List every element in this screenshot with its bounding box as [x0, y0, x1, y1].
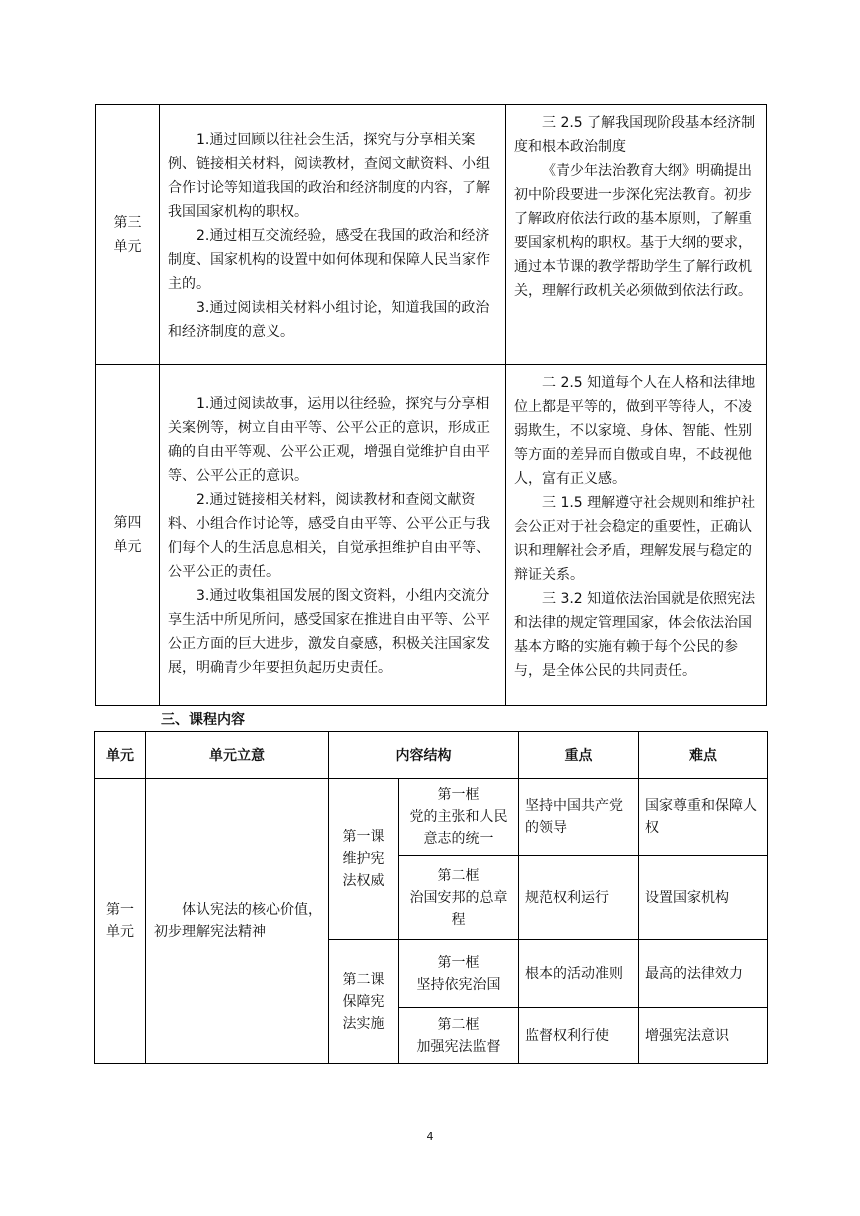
unit-label-line: 单元 [113, 238, 142, 255]
frame-cell [399, 1008, 519, 1064]
goals-cell [160, 105, 506, 365]
unit-goals-table [95, 104, 767, 706]
frame-cell [399, 856, 519, 940]
standards-cell [506, 105, 767, 365]
goal-paragraph: 3.通过阅读相关材料小组讨论，知道我国的政治和经济制度的意义。 [168, 299, 490, 340]
unit-label-line: 第四 [113, 515, 142, 531]
frame-line: 程 [451, 911, 466, 928]
standard-paragraph: 三 3.2 知道依法治国就是依照宪法和法律的规定管理国家，体会依法治国基本方略的实施有赖于每个公民的参与，是全体公民的共同责任。 [514, 591, 756, 679]
section-heading: 三、课程内容 [161, 712, 245, 728]
header-key-point: 重点 [519, 732, 639, 779]
difficulty-cell: 设置国家机构 [639, 856, 768, 940]
lesson-line: 法权威 [342, 873, 385, 889]
frame-line: 意志的统一 [423, 831, 494, 847]
key-point-cell: 根本的活动准则 [519, 940, 639, 1008]
frame-line: 坚持依宪治国 [416, 976, 501, 993]
goal-paragraph: 1.通过回顾以往社会生活，探究与分享相关案例、链接相关材料，阅读教材，查阅文献资料、小组合作讨论等知道我国的政治和经济制度的内容，了解我国国家机构的职权。 [168, 131, 490, 220]
lesson-line: 第二课 [342, 971, 385, 988]
goals-cell [160, 365, 506, 706]
lesson-cell [329, 779, 399, 940]
unit-label-line: 单元 [106, 924, 134, 940]
difficulty-cell: 增强宪法意识 [639, 1008, 768, 1064]
goal-paragraph: 2.通过链接相关材料，阅读教材和查阅文献资料、小组合作讨论等，感受自由平等、公平公正与我们每个人的生活息息相关，自觉承担维护自由平等、公平公正的责任。 [168, 492, 490, 580]
difficulty-cell: 最高的法律效力 [639, 940, 768, 1008]
standards-cell [506, 365, 767, 706]
standard-paragraph: 三 1.5 理解遵守社会规则和维护社会公正对于社会稳定的重要性，正确认识和理解社会矛盾，理解发展与稳定的辩证关系。 [514, 495, 756, 583]
difficulty-cell: 国家尊重和保障人权 [639, 779, 768, 856]
course-content-table [94, 731, 768, 1064]
key-point-cell: 监督权利行使 [519, 1008, 639, 1064]
standard-paragraph: 《青少年法治教育大纲》明确提出初中阶段要进一步深化宪法教育。初步了解政府依法行政的基本原则，了解重要国家机构的职权。基于大纲的要求，通过本节课的教学帮助学生了解行政机关，理解行政机关必须做到依法行政。 [514, 163, 752, 299]
lesson-cell [329, 940, 399, 1064]
frame-line: 加强宪法监督 [416, 1038, 501, 1055]
frame-cell [399, 779, 519, 856]
header-unit: 单元 [95, 732, 146, 779]
goal-paragraph: 3.通过收集祖国发展的图文资料，小组内交流分享生活中所见所问，感受国家在推进自由平等、公平公正方面的巨大进步，激发自豪感，积极关注国家发展，明确青少年要担负起历史责任。 [168, 588, 490, 676]
standard-paragraph: 二 2.5 知道每个人在人格和法律地位上都是平等的，做到平等待人，不凌弱欺生，不以家境、身体、智能、性别等方面的差异而自傲或自卑，不歧视他人，富有正义感。 [514, 375, 756, 487]
frame-line: 第一框 [437, 954, 480, 971]
unit-cell [96, 365, 160, 706]
unit-cell [95, 779, 146, 1064]
table-header-row [95, 732, 768, 779]
frame-line: 治国安邦的总章 [409, 889, 508, 906]
frame-line: 第二框 [437, 867, 480, 884]
lesson-line: 保障宪 [342, 993, 385, 1010]
frame-line: 党的主张和人民 [409, 809, 508, 825]
page-number: 4 [426, 1130, 434, 1143]
frame-cell [399, 940, 519, 1008]
unit-intent-cell: 体认宪法的核心价值，初步理解宪法精神 [146, 779, 329, 1064]
key-point-cell: 规范权利运行 [519, 856, 639, 940]
unit-label-line: 第一 [106, 902, 134, 918]
standard-paragraph: 三 2.5 了解我国现阶段基本经济制度和根本政治制度 [514, 115, 756, 155]
goal-paragraph: 1.通过阅读故事，运用以往经验，探究与分享相关案例等，树立自由平等、公平公正的意识，形成正确的自由平等观、公平公正观，增强自觉维护自由平等、公平公正的意识。 [168, 396, 490, 484]
unit-label-line: 第三 [113, 214, 142, 231]
table-row [96, 365, 767, 706]
lesson-line: 法实施 [342, 1015, 385, 1032]
table-row [96, 105, 767, 365]
header-difficulty: 难点 [639, 732, 768, 779]
unit-label-line: 单元 [113, 539, 142, 555]
table-row [95, 779, 768, 856]
frame-line: 第二框 [437, 1016, 480, 1033]
key-point-cell: 坚持中国共产党的领导 [519, 779, 639, 856]
lesson-line: 维护宪 [342, 851, 385, 867]
unit-cell [96, 105, 160, 365]
goal-paragraph: 2.通过相互交流经验，感受在我国的政治和经济制度、国家机构的设置中如何体现和保障人民当家作主的。 [168, 227, 490, 292]
header-structure: 内容结构 [329, 732, 519, 779]
header-intent: 单元立意 [146, 732, 329, 779]
lesson-line: 第一课 [342, 829, 385, 845]
frame-line: 第一框 [437, 787, 480, 803]
